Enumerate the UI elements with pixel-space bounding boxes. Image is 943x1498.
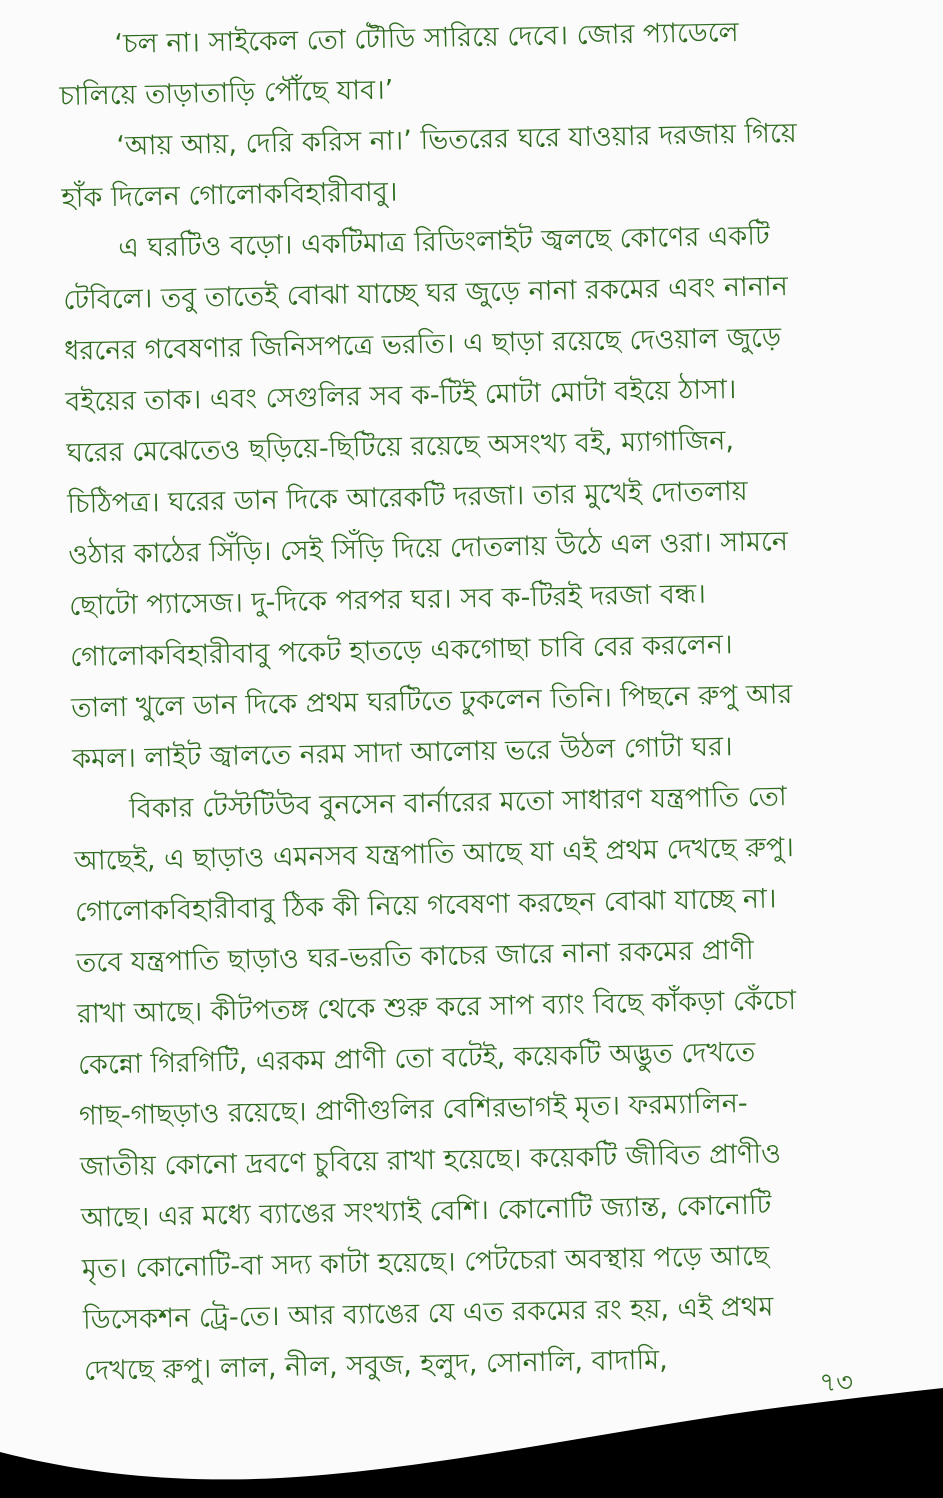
text-line: গোলোকবিহারীবাবু পকেট হাতড়ে একগোছা চাবি বের করলেন। <box>69 629 733 673</box>
text-line: চিঠিপত্র। ঘরের ডান দিকে আরেকটি দরজা। তার মুখেই দোতলায় <box>67 475 748 520</box>
text-line: জাতীয় কোনো দ্রবণে চুবিয়ে রাখা হয়েছে। কয়েকটি জীবিত প্রাণীও <box>79 1138 782 1183</box>
page-number: ৭৩ <box>819 1368 853 1398</box>
text-line: দেখছে রুপু। লাল, নীল, সবুজ, হলুদ, সোনালি, বাদামি, <box>83 1344 669 1387</box>
book-page-text <box>58 5 874 1397</box>
text-line: ওঠার কাঠের সিঁড়ি। সেই সিঁড়ি দিয়ে দোতলায় উঠে এল ওরা। সামনে <box>67 526 789 571</box>
text-line: বিকার টেস্টটিউব বুনসেন বার্নারের মতো সাধারণ যন্ত্রপাতি তো <box>128 781 787 825</box>
text-line: তবে যন্ত্রপাতি ছাড়াও ঘর-ভরতি কাচের জারে নানা রকমের প্রাণী <box>75 934 754 979</box>
text-line: হাঁক দিলেন গোলোকবিহারীবাবু। <box>61 176 398 214</box>
text-line: গাছ-গাছড়াও রয়েছে। প্রাণীগুলির বেশিরভাগই মৃত। ফরম্যালিন- <box>78 1087 748 1132</box>
text-line: চালিয়ে তাড়াতাড়ি পৌঁছে যাব।’ <box>59 74 394 112</box>
text-line: কমল। লাইট জ্বালতে নরম সাদা আলোয় ভরে উঠল গোটা ঘর। <box>71 731 733 775</box>
text-line: গোলোকবিহারীবাবু ঠিক কী নিয়ে গবেষণা করছেন বোঝা যাচ্ছে না। <box>74 883 777 928</box>
text-line: টেবিলে। তবু তাতেই বোঝা যাচ্ছে ঘর জুড়ে নানা রকমের এবং নানান <box>63 271 789 316</box>
text-line: আছে। এর মধ্যে ব্যাঙের সংখ্যাই বেশি। কোনোটি জ্যান্ত, কোনোটি <box>80 1189 772 1234</box>
text-line: ছোটো প্যাসেজ। দু-দিকে পরপর ঘর। সব ক-টিরই দরজা বন্ধ। <box>68 578 707 622</box>
text-line: ঘরের মেঝেতেও ছড়িয়ে-ছিটিয়ে রয়েছে অসংখ্য বই, ম্যাগাজিন, <box>66 425 735 469</box>
text-line: কেন্নো গিরগিটি, এরকম প্রাণী তো বটেই, কয়েকটি অদ্ভুত দেখতে <box>77 1036 756 1081</box>
text-line: আছেই, এ ছাড়াও এমনসব যন্ত্রপাতি আছে যা এই প্রথম দেখছে রুপু। <box>73 832 795 877</box>
text-line: তালা খুলে ডান দিকে প্রথম ঘরটিতে ঢুকলেন তিনি। পিছনে রুপু আর <box>70 679 793 724</box>
text-line: এ ঘরটিও বড়ো। একটিমাত্র রিডিংলাইট জ্বলছে কোণের একটি <box>118 220 770 264</box>
text-line: মৃত। কোনোটি-বা সদ্য কাটা হয়েছে। পেটচেরা অবস্থায় পড়ে আছে <box>81 1240 770 1285</box>
text-line: বইয়ের তাক। এবং সেগুলির সব ক-টিই মোটা মোটা বইয়ে ঠাসা। <box>65 374 737 418</box>
text-line: রাখা আছে। কীটপতঙ্গ থেকে শুরু করে সাপ ব্যাং বিছে কাঁকড়া কেঁচো <box>76 985 797 1030</box>
text-line: ডিসেকশন ট্রে-তে। আর ব্যাঙের যে এত রকমের রং হয়, এই প্রথম <box>82 1291 774 1336</box>
text-line: ‘চল না। সাইকেল তো টৌডি সারিয়ে দেবে। জোর প্যাডেলে <box>114 16 739 60</box>
text-line: ধরনের গবেষণার জিনিসপত্রে ভরতি। এ ছাড়া রয়েছে দেওয়াল জুড়ে <box>64 322 782 367</box>
text-line: ‘আয় আয়, দেরি করিস না।’ ভিতরের ঘরে যাওয়ার দরজায় গিয়ে <box>116 117 798 162</box>
